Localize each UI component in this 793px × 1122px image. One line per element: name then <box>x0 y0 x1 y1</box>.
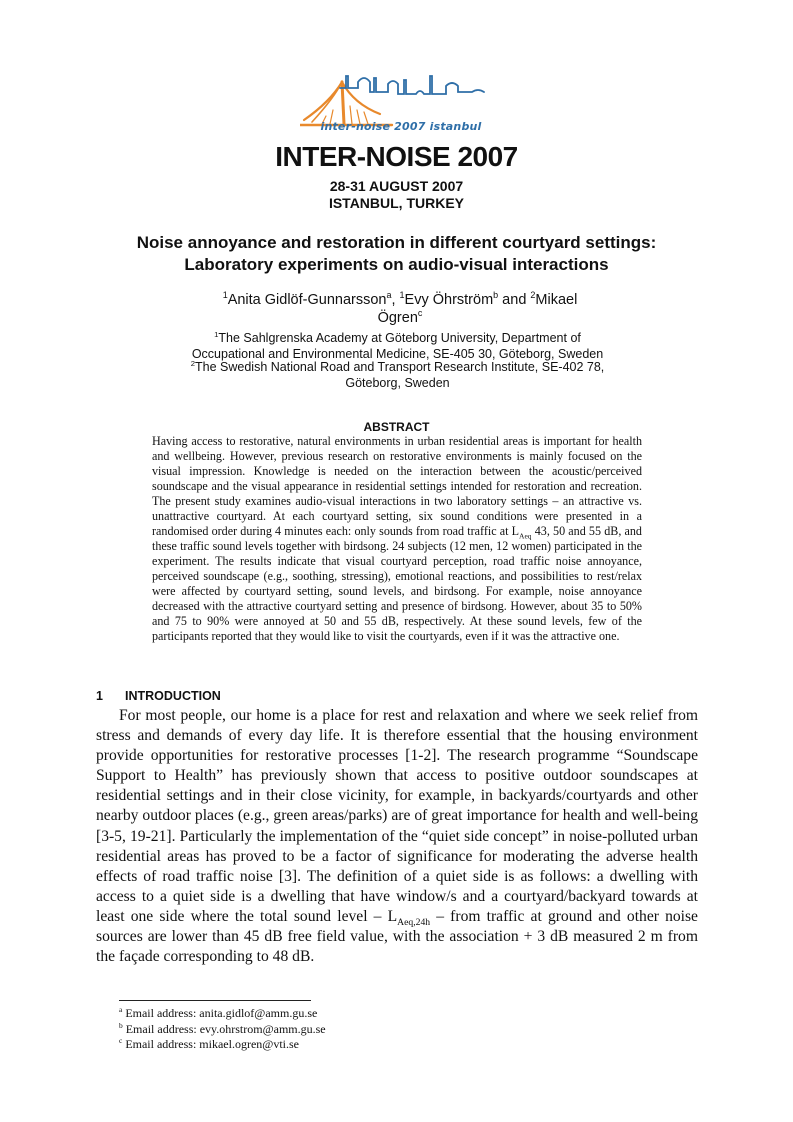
affiliation-2-text: The Swedish National Road and Transport Research Institute, SE-402 78, <box>195 360 605 374</box>
section-title: INTRODUCTION <box>125 689 221 703</box>
footnote-mark: a <box>119 1005 123 1014</box>
footnote-item <box>119 1022 519 1038</box>
footnote-text: Email address: mikael.ogren@vti.se <box>125 1037 299 1051</box>
author-list <box>190 291 610 327</box>
abstract-subscript: Aeq <box>519 531 532 541</box>
footnote-mark: c <box>119 1036 123 1045</box>
author-1-footnote-mark: a <box>386 290 392 301</box>
author-separator: , <box>391 292 400 308</box>
footnote-item <box>119 1006 519 1022</box>
conference-title: INTER-NOISE 2007 <box>275 141 518 172</box>
affiliation-1-line-2: Occupational and Environmental Medicine, SE-405 30, Göteborg, Sweden <box>191 347 604 361</box>
abstract-text-part-2: 43, 50 and 55 dB, and these traffic sound levels together with birdsong. 24 subjects (12 men, 12 women) participated in the experiment. The results indicate that visual courtyard perception, road traffic noise annoyance, perceived soundscape (e.g., soothing, stressing), emotional reactions, and possibilities to rest/relax were affected by courtyard setting, sound levels, and birdsong. For example, noise annoyance decreased with the attractive courtyard setting and presence of birdsong. However, about 35 to 50% and 75 to 90% were annoyed at 50 and 55 dB, respectively. At these sound levels, few of the participants reported that they would like to visit the courtyards, even if it was the attractive one. <box>152 524 642 643</box>
footnote-divider <box>119 1000 311 1001</box>
author-2-name: Evy Öhrström <box>404 292 494 308</box>
skyline-icon <box>340 76 484 94</box>
abstract-heading: ABSTRACT <box>363 420 430 434</box>
author-separator: and <box>498 292 531 308</box>
intro-text-part-2: – from traffic at ground and other noise sources are lower than 45 dB free field value, with the association + 3 dB measured 2 m from the façade corresponding to 48 dB. <box>96 907 698 966</box>
affiliation-1-text: The Sahlgrenska Academy at Göteborg University, Department of <box>218 331 581 345</box>
abstract-text <box>152 434 642 644</box>
author-3-footnote-mark: c <box>417 308 423 319</box>
conference-date: 28-31 AUGUST 2007 <box>329 178 464 194</box>
author-1-affil-num: 1 <box>222 290 228 301</box>
affiliation-1 <box>160 330 635 362</box>
introduction-paragraph <box>96 706 698 967</box>
author-3-last-name: Ögren <box>377 310 418 326</box>
conference-location: ISTANBUL, TURKEY <box>328 195 465 211</box>
footnote-text: Email address: evy.ohrstrom@amm.gu.se <box>125 1021 326 1036</box>
author-2-footnote-mark: b <box>493 290 499 301</box>
author-line-1 <box>190 291 610 309</box>
footnote-mark: b <box>119 1020 123 1030</box>
author-line-2 <box>190 309 610 327</box>
affiliation-2-line-2: Göteborg, Sweden <box>345 376 450 390</box>
affiliation-1-line-1 <box>160 330 635 346</box>
author-3-first-name: Mikael <box>535 292 578 308</box>
intro-text-part-1: For most people, our home is a place for rest and relaxation and where we seek relief from stress and demands of every day life. It is therefore essential that the housing environment provide opportunities for restorative processes [1-2]. The research programme “Soundscape Support to Health” has previously shown that access to positive outdoor soundscapes at residential settings and in their close vicinity, for example, in backyards/courtyards and other nearby outdoor places (e.g., green areas/parks) are of great importance for health and well-being [3-5, 19-21]. Particularly the implementation of the “quiet side concept” in noise-polluted urban residential areas has proved to be a factor of significance for moderating the adverse health effects of road traffic noise [3]. The definition of a quiet side is as follows: a dwelling with access to a quiet side is a dwelling that have window/s and a courtyard/backyard towards at least one side where the total sound level – L <box>96 707 698 925</box>
logo-wordmark: inter-noise 2007 istanbul <box>320 120 482 133</box>
intro-subscript: Aeq,24h <box>397 917 431 929</box>
abstract-text-part-1: Having access to restorative, natural environments in urban residential areas is important for health and wellbeing. However, previous research on restorative environments is mainly focused on the visual impression. Knowledge is needed on the interaction between the acoustic/perceived soundscape and the visual appearance in residential settings intended for restoration and recreation. The present study examines audio-visual interactions in two laboratory settings – an attractive vs. unattractive courtyard. At each courtyard setting, six sound conditions were presented in a randomised order during 4 minutes each: only sounds from road traffic at L <box>152 434 642 538</box>
author-3-affil-num: 2 <box>530 290 536 301</box>
paper-title-line-2: Laboratory experiments on audio-visual interactions <box>184 255 609 274</box>
section-heading <box>96 689 496 703</box>
paper-title <box>100 232 693 276</box>
footnote-text: Email address: anita.gidlof@amm.gu.se <box>125 1006 318 1020</box>
affiliation-1-num: 1 <box>214 329 219 339</box>
author-2-affil-num: 1 <box>399 290 405 301</box>
affiliation-2-num: 2 <box>190 358 196 368</box>
footnote-item <box>119 1037 519 1053</box>
affiliation-2 <box>160 359 635 391</box>
paper-title-line-1: Noise annoyance and restoration in different courtyard settings: <box>136 233 657 252</box>
footnotes <box>119 1006 519 1053</box>
author-1-name: Anita Gidlöf-Gunnarsson <box>227 292 387 308</box>
section-number: 1 <box>96 689 103 703</box>
affiliation-2-line-1 <box>160 359 635 375</box>
